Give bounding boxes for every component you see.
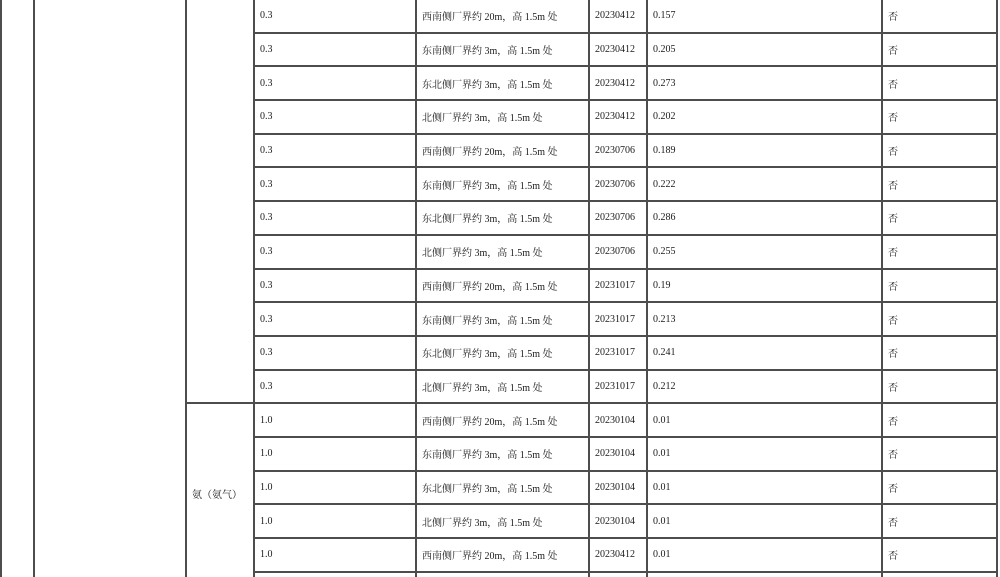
exceed-flag-cell: 否 [882, 201, 997, 235]
monitoring-location-cell: 东南侧厂界约 3m，高 1.5m 处 [416, 33, 589, 67]
standard-limit-cell: 0.3 [254, 66, 416, 100]
exceed-flag-cell: 否 [882, 370, 997, 404]
standard-limit-cell: 0.3 [254, 302, 416, 336]
monitoring-date-cell: 20230104 [589, 504, 647, 538]
standard-limit-cell: 1.0 [254, 538, 416, 572]
exceed-flag-cell: 否 [882, 336, 997, 370]
measured-value-cell: 0.273 [647, 66, 882, 100]
measured-value-cell: 0.205 [647, 33, 882, 67]
standard-limit-cell: 0.3 [254, 33, 416, 67]
exceed-flag-cell: 否 [882, 471, 997, 505]
table-row [1, 0, 997, 33]
exceed-flag-cell: 否 [882, 33, 997, 67]
monitoring-location-cell: 西南侧厂界约 20m，高 1.5m 处 [416, 269, 589, 303]
measured-value-cell: 0.01 [647, 437, 882, 471]
monitoring-date-cell: 20230412 [589, 538, 647, 572]
left-margin-cell-2 [34, 0, 186, 577]
exceed-flag-cell: 否 [882, 167, 997, 201]
measured-value-cell: 0.19 [647, 269, 882, 303]
monitoring-location-cell: 东北侧厂界约 3m，高 1.5m 处 [416, 336, 589, 370]
exceed-flag-cell: 否 [882, 269, 997, 303]
standard-limit-cell: 1.0 [254, 437, 416, 471]
monitoring-date-cell: 20230706 [589, 167, 647, 201]
monitoring-table-body [1, 0, 997, 577]
monitoring-location-cell: 东南侧厂界约 3m，高 1.5m 处 [416, 302, 589, 336]
monitoring-location-cell: 西南侧厂界约 20m，高 1.5m 处 [416, 403, 589, 437]
exceed-flag-cell: 否 [882, 302, 997, 336]
monitoring-date-cell: 20230706 [589, 201, 647, 235]
monitoring-date-cell: 20230104 [589, 403, 647, 437]
measured-value-cell: 0.202 [647, 100, 882, 134]
left-margin-cell-1 [1, 0, 34, 577]
standard-limit-cell: 0.3 [254, 0, 416, 33]
exceed-flag-cell: 否 [882, 437, 997, 471]
measured-value-cell: 0.01 [647, 403, 882, 437]
clipped-location-cell [416, 572, 589, 577]
clipped-exceeded-cell [882, 572, 997, 577]
standard-limit-cell: 0.3 [254, 370, 416, 404]
measured-value-cell: 0.286 [647, 201, 882, 235]
exceed-flag-cell: 否 [882, 134, 997, 168]
monitoring-date-cell: 20230104 [589, 437, 647, 471]
monitoring-date-cell: 20230412 [589, 33, 647, 67]
clipped-standard-cell [254, 572, 416, 577]
measured-value-cell: 0.222 [647, 167, 882, 201]
monitoring-date-cell: 20230706 [589, 134, 647, 168]
standard-limit-cell: 0.3 [254, 336, 416, 370]
exceed-flag-cell: 否 [882, 100, 997, 134]
pollutant-name-cell [186, 0, 254, 403]
exceed-flag-cell: 否 [882, 504, 997, 538]
monitoring-location-cell: 西南侧厂界约 20m，高 1.5m 处 [416, 0, 589, 33]
measured-value-cell: 0.241 [647, 336, 882, 370]
exceed-flag-cell: 否 [882, 403, 997, 437]
measured-value-cell: 0.212 [647, 370, 882, 404]
monitoring-date-cell: 20231017 [589, 269, 647, 303]
exceed-flag-cell: 否 [882, 66, 997, 100]
standard-limit-cell: 1.0 [254, 471, 416, 505]
monitoring-date-cell: 20231017 [589, 370, 647, 404]
standard-limit-cell: 1.0 [254, 504, 416, 538]
monitoring-location-cell: 东南侧厂界约 3m，高 1.5m 处 [416, 167, 589, 201]
standard-limit-cell: 0.3 [254, 201, 416, 235]
monitoring-location-cell: 北侧厂界约 3m，高 1.5m 处 [416, 100, 589, 134]
monitoring-location-cell: 北侧厂界约 3m，高 1.5m 处 [416, 504, 589, 538]
standard-limit-cell: 0.3 [254, 235, 416, 269]
exceed-flag-cell: 否 [882, 0, 997, 33]
standard-limit-cell: 0.3 [254, 134, 416, 168]
monitoring-date-cell: 20230706 [589, 235, 647, 269]
monitoring-location-cell: 西南侧厂界约 20m，高 1.5m 处 [416, 538, 589, 572]
standard-limit-cell: 0.3 [254, 100, 416, 134]
pollutant-name-cell: 氨（氨气） [186, 403, 254, 577]
measured-value-cell: 0.01 [647, 504, 882, 538]
monitoring-location-cell: 北侧厂界约 3m，高 1.5m 处 [416, 370, 589, 404]
measured-value-cell: 0.01 [647, 538, 882, 572]
monitoring-location-cell: 东北侧厂界约 3m，高 1.5m 处 [416, 201, 589, 235]
monitoring-location-cell: 东北侧厂界约 3m，高 1.5m 处 [416, 66, 589, 100]
monitoring-location-cell: 东南侧厂界约 3m，高 1.5m 处 [416, 437, 589, 471]
measured-value-cell: 0.213 [647, 302, 882, 336]
monitoring-date-cell: 20230104 [589, 471, 647, 505]
exceed-flag-cell: 否 [882, 538, 997, 572]
standard-limit-cell: 0.3 [254, 167, 416, 201]
monitoring-date-cell: 20231017 [589, 336, 647, 370]
monitoring-date-cell: 20231017 [589, 302, 647, 336]
monitoring-location-cell: 西南侧厂界约 20m，高 1.5m 处 [416, 134, 589, 168]
standard-limit-cell: 0.3 [254, 269, 416, 303]
clipped-date-cell [589, 572, 647, 577]
measured-value-cell: 0.189 [647, 134, 882, 168]
monitoring-location-cell: 东北侧厂界约 3m，高 1.5m 处 [416, 471, 589, 505]
standard-limit-cell: 1.0 [254, 403, 416, 437]
exceed-flag-cell: 否 [882, 235, 997, 269]
measured-value-cell: 0.255 [647, 235, 882, 269]
monitoring-date-cell: 20230412 [589, 66, 647, 100]
monitoring-date-cell: 20230412 [589, 100, 647, 134]
measured-value-cell: 0.157 [647, 0, 882, 33]
monitoring-location-cell: 北侧厂界约 3m，高 1.5m 处 [416, 235, 589, 269]
measured-value-cell: 0.01 [647, 471, 882, 505]
clipped-value-cell [647, 572, 882, 577]
monitoring-date-cell: 20230412 [589, 0, 647, 33]
